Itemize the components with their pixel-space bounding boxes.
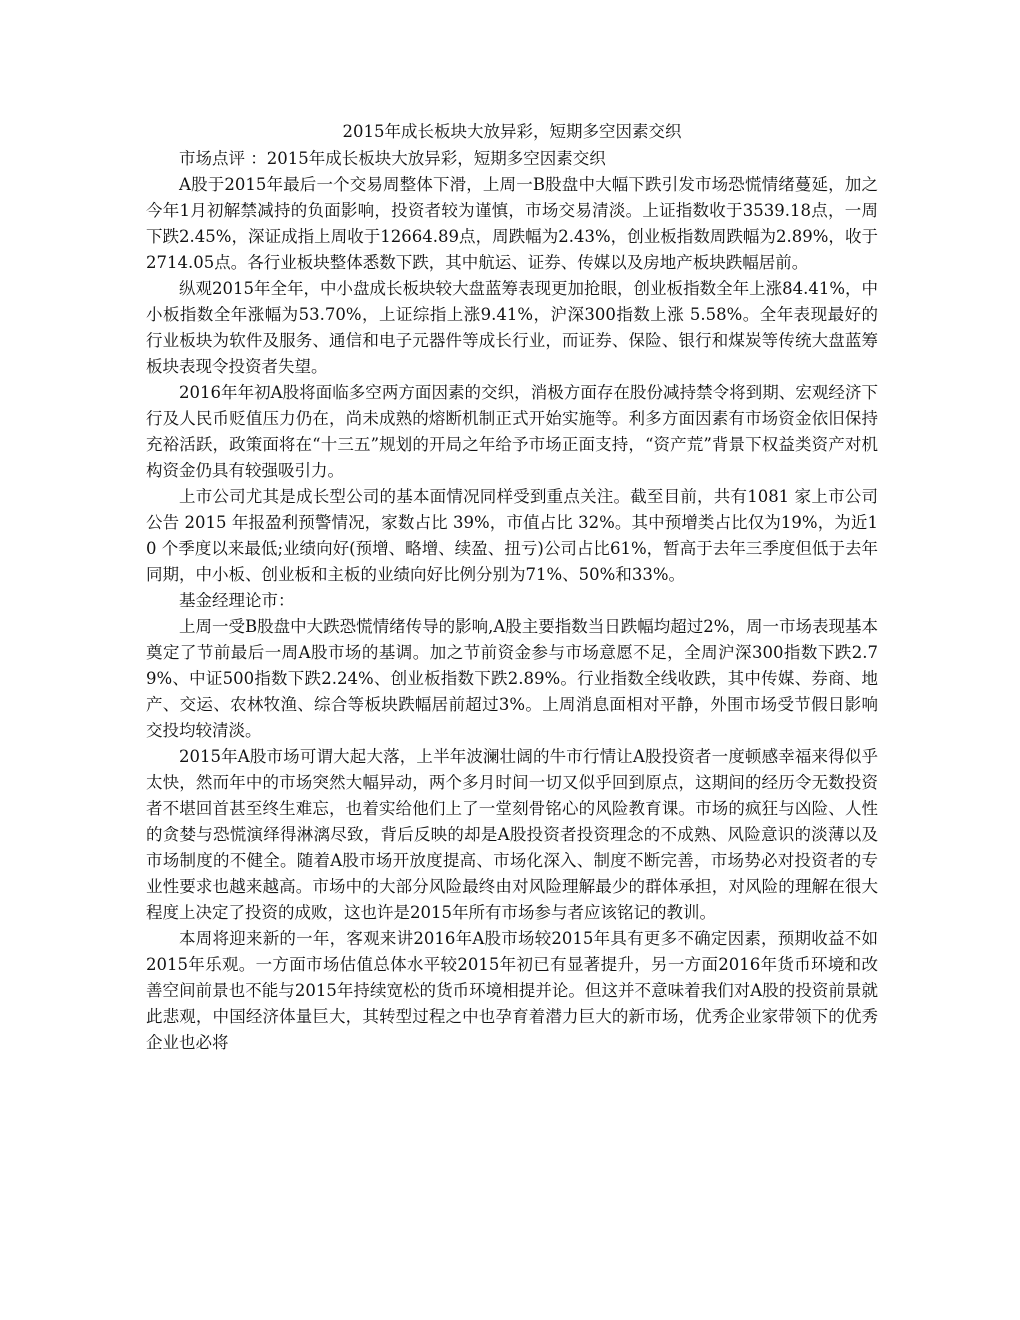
paragraph-earnings-forecast: 上市公司尤其是成长型公司的基本面情况同样受到重点关注。截至目前，共有1081 家上市公司公告 2015 年报盈利预警情况，家数占比 39%，市值占比 32%。其中预增类占比仅为19%，为近10 个季度以来最低;业绩向好(预增、略增、续盈、扭亏)公司占比61%，暂高于去年三季度但低于去年同期，中小板、创业板和主板的业绩向好比例分别为71%、50%和33%。	[146, 487, 878, 584]
paragraph-2016-outlook: 2016年年初A股将面临多空两方面因素的交织，消极方面存在股份减持禁令将到期、宏观经济下行及人民币贬值压力仍在，尚未成熟的熔断机制正式开始实施等。利多方面因素有市场资金依旧保持充裕活跃，政策面将在“十三五”规划的开局之年给予市场正面支持，“资产荒”背景下权益类资产对机构资金仍具有较强吸引力。	[146, 383, 878, 480]
paragraph-2015-lessons: 2015年A股市场可谓大起大落，上半年波澜壮阔的牛市行情让A股投资者一度顿感幸福来得似乎太快，然而年中的市场突然大幅异动，两个多月时间一切又似乎回到原点，这期间的经历令无数投资者不堪回首甚至终生难忘，也着实给他们上了一堂刻骨铭心的风险教育课。市场的疯狂与凶险、人性的贪婪与恐慌演绎得淋漓尽致，背后反映的却是A股投资者投资理念的不成熟、风险意识的淡薄以及市场制度的不健全。随着A股市场开放度提高、市场化深入、制度不断完善，市场势必对投资者的专业性要求也越来越高。市场中的大部分风险最终由对风险理解最少的群体承担，对风险的理解在很大程度上决定了投资的成败，这也许是2015年所有市场参与者应该铭记的教训。	[146, 747, 878, 922]
paragraph-annual-review: 纵观2015年全年，中小盘成长板块较大盘蓝筹表现更加抢眼，创业板指数全年上涨84.41%，中小板指数全年涨幅为53.70%，上证综指上涨9.41%，沪深300指数上涨 5.58%。全年表现最好的行业板块为软件及服务、通信和电子元器件等成长行业，而证券、保险、银行和煤炭等传统大盘蓝筹板块表现令投资者失望。	[146, 279, 878, 376]
paragraph-subtitle: 市场点评 ：2015年成长板块大放异彩，短期多空因素交织	[179, 149, 606, 168]
paragraph-market-recap: 上周一受B股盘中大跌恐慌情绪传导的影响,A股主要指数当日跌幅均超过2%，周一市场表现基本奠定了节前最后一周A股市场的基调。加之节前资金参与市场意愿不足，全周沪深300指数下跌2.79%、中证500指数下跌2.24%、创业板指数下跌2.89%。行业指数全线收跌，其中传媒、券商、地产、交运、农林牧渔、综合等板块跌幅居前超过3%。上周消息面相对平静，外围市场受节假日影响交投均较清淡。	[146, 617, 878, 740]
paragraph-fund-manager-heading: 基金经理论市：	[179, 591, 295, 610]
paragraph-new-year-view: 本周将迎来新的一年，客观来讲2016年A股市场较2015年具有更多不确定因素，预期收益不如2015年乐观。一方面市场估值总体水平较2015年初已有显著提升，另一方面2016年货币环境和改善空间前景也不能与2015年持续宽松的货币环境相提并论。但这并不意味着我们对A股的投资前景就此悲观，中国经济体量巨大，其转型过程之中也孕育着潜力巨大的新市场，优秀企业家带领下的优秀企业也必将	[146, 929, 878, 1052]
document-body	[146, 118, 878, 1056]
document-title: 2015年成长板块大放异彩，短期多空因素交织	[342, 122, 682, 141]
paragraph-weekly-summary: A股于2015年最后一个交易周整体下滑，上周一B股盘中大幅下跌引发市场恐慌情绪蔓延，加之今年1月初解禁减持的负面影响，投资者较为谨慎，市场交易清淡。上证指数收于3539.18点，一周下跌2.45%，深证成指上周收于12664.89点，周跌幅为2.43%，创业板指数周跌幅为2.89%，收于2714.05点。各行业板块整体悉数下跌，其中航运、证券、传媒以及房地产板块跌幅居前。	[146, 175, 878, 272]
